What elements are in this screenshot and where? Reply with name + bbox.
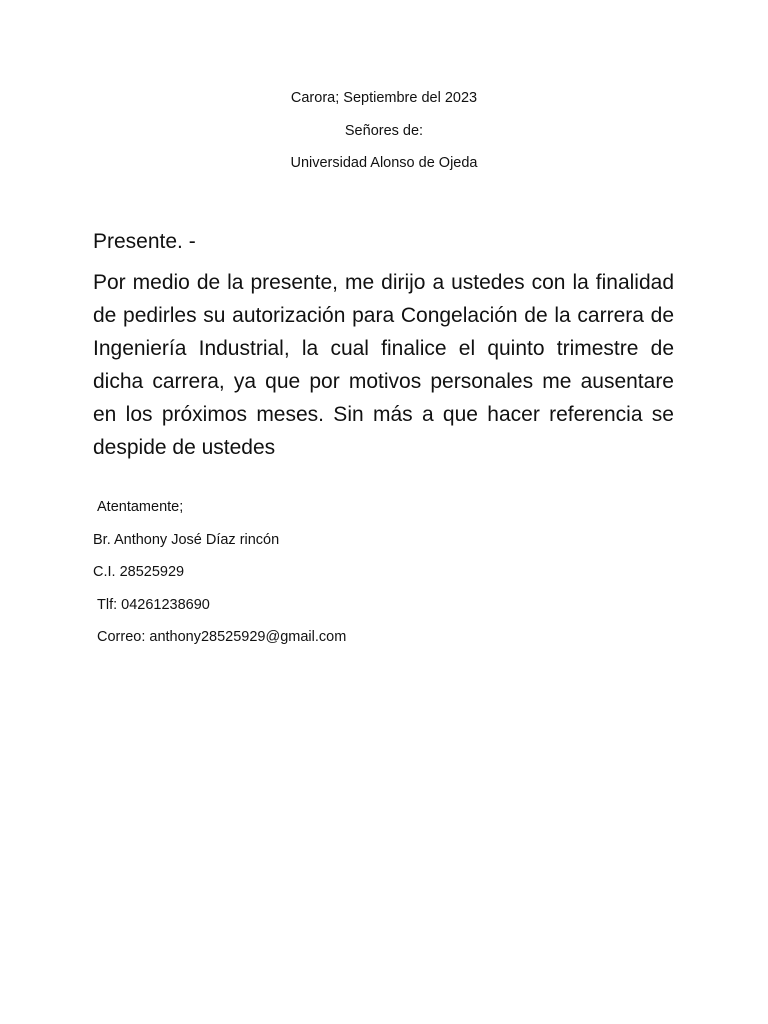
sender-phone: Tlf: 04261238690 xyxy=(97,596,210,613)
salutation: Atentamente; xyxy=(97,499,184,515)
sender-name: Br. Anthony José Díaz rincón xyxy=(93,531,280,548)
letter-closing xyxy=(93,497,346,660)
letter-header xyxy=(0,88,768,186)
greeting: Presente. - xyxy=(93,230,196,253)
addressee: Señores de: xyxy=(344,122,424,139)
sender-id: C.I. 28525929 xyxy=(93,564,185,580)
institution-name: Universidad Alonso de Ojeda xyxy=(290,155,478,171)
place-date: Carora; Septiembre del 2023 xyxy=(290,90,478,106)
letter-body: Por medio de la presente, me dirijo a ustedes con la finalidad de pedirles su autorización para Congelación de la carrera de Ingeniería Industrial, la cual finalice el quinto trimestre de dicha carrera, ya que por motivos personales me ausentare en los próximos meses. Sin más a que hacer referencia se despide de ustedes xyxy=(93,271,674,459)
sender-email: Correo: anthony28525929@gmail.com xyxy=(97,629,347,645)
